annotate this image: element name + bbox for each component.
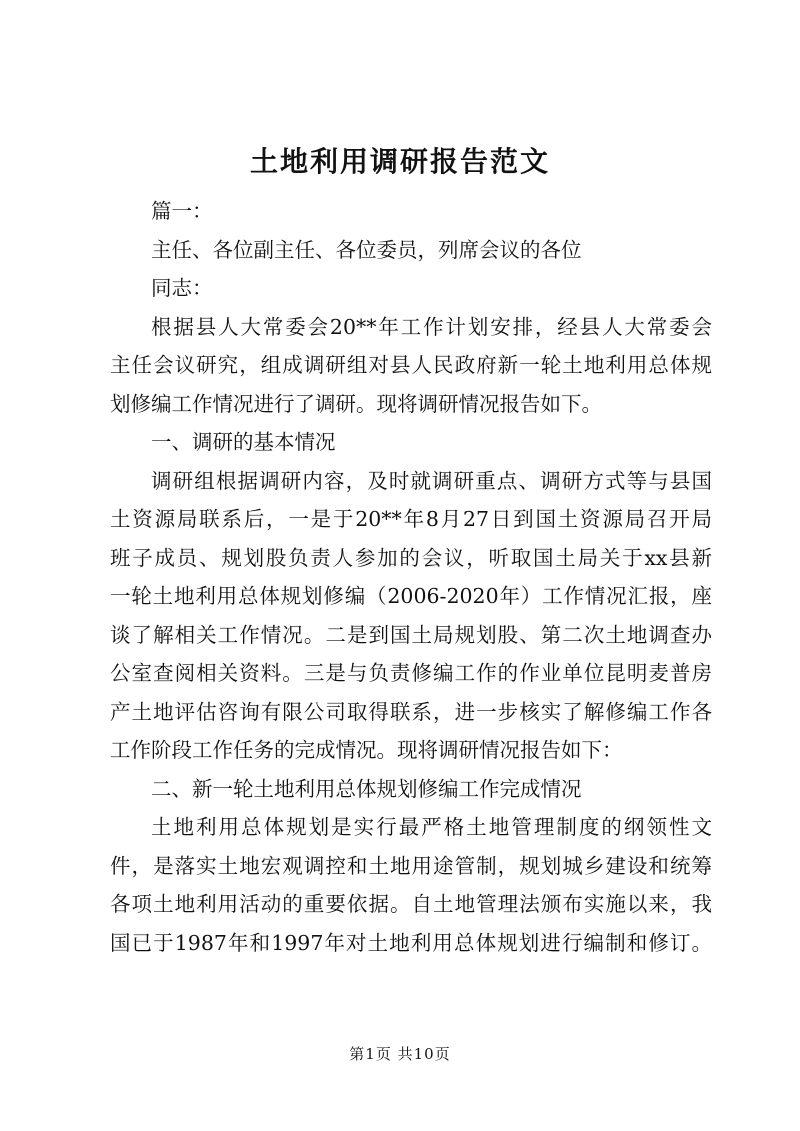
paragraph-line: 根据县人大常委会20**年工作计划安排，经县人大常委会 [151, 314, 712, 339]
paragraph-line: 工作阶段工作任务的完成情况。现将调研情况报告如下： [110, 738, 623, 762]
paragraph-line: 同志： [151, 276, 213, 300]
paragraph-line: 主任会议研究，组成调研组对县人民政府新一轮土地利用总体规 [110, 353, 712, 377]
paragraph-line: 班子成员、规划股负责人参加的会议，听取国土局关于xx县新 [110, 545, 712, 570]
paragraph-line: 土资源局联系后，一是于20**年8月27日到国土资源局召开局 [110, 507, 712, 531]
paragraph-line: 一轮土地利用总体规划修编（2006-2020年）工作情况汇报，座 [110, 584, 712, 608]
paragraph-line: 调研组根据调研内容，及时就调研重点、调研方式等与县国 [151, 468, 712, 493]
paragraph-line: 土地利用总体规划是实行最严格土地管理制度的纲领性文 [151, 815, 712, 839]
paragraph-line: 公室查阅相关资料。三是与负责修编工作的作业单位昆明麦普房 [110, 661, 712, 685]
paragraph-line: 划修编工作情况进行了调研。现将调研情况报告如下。 [110, 391, 602, 416]
paragraph-line: 件，是落实土地宏观调控和土地用途管制，规划城乡建设和统筹 [110, 853, 712, 878]
page-title: 土地利用调研报告范文 [249, 145, 550, 178]
section-heading: 一、调研的基本情况 [151, 430, 336, 454]
paragraph-line: 篇一： [151, 199, 213, 223]
page-number: 第1页 共10页 [349, 1045, 451, 1063]
document-body [110, 192, 712, 962]
section-heading: 二、新一轮土地利用总体规划修编工作完成情况 [151, 776, 582, 801]
paragraph-line: 产土地评估咨询有限公司取得联系，进一步核实了解修编工作各 [110, 699, 712, 724]
paragraph-line: 各项土地利用活动的重要依据。自土地管理法颁布实施以来，我 [110, 892, 712, 916]
paragraph-line: 谈了解相关工作情况。二是到国土局规划股、第二次土地调查办 [110, 622, 712, 647]
paragraph-line: 国已于1987年和1997年对土地利用总体规划进行编制和修订。 [110, 930, 712, 955]
paragraph-line: 主任、各位副主任、各位委员，列席会议的各位 [151, 237, 582, 262]
